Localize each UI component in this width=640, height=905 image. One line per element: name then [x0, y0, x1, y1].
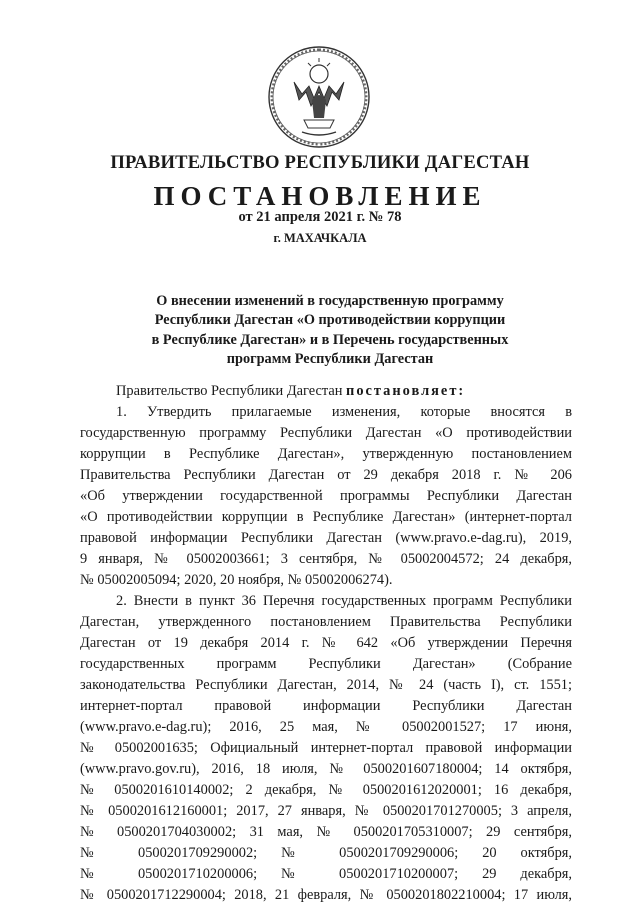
- body-line: законодательства Республики Дагестан, 2014, № 24 (часть I), ст. 1551;: [80, 677, 572, 693]
- body-line: государственных программ Республики Дагестан» (Собрание: [80, 656, 572, 672]
- title-line: программ Республики Дагестан: [226, 351, 434, 368]
- body-line: (www.pravo.e-dag.ru); 2016, 25 мая, № 05002001527; 17 июня,: [80, 719, 572, 735]
- body-line: Дагестан, утвержденного постановлением Правительства Республики: [80, 614, 572, 630]
- title-line: О внесении изменений в государственную программу: [156, 293, 504, 309]
- document-title: [100, 292, 560, 370]
- intro-keyword: постановляет:: [346, 383, 466, 399]
- document-date-number: от 21 апреля 2021 г. № 78: [238, 209, 402, 225]
- intro-text: Правительство Республики Дагестан: [116, 383, 347, 399]
- body-line: «О противодействии коррупции в Республике Дагестан» (интернет-портал: [80, 509, 572, 525]
- body-line: 1. Утвердить прилагаемые изменения, которые вносятся в: [116, 404, 572, 420]
- body-line: правовой информации Республики Дагестан (www.pravo.e-dag.ru), 2019,: [80, 530, 572, 546]
- body-line: № 0500201712290004; 2018, 21 февраля, № 0500201802210004; 17 июля,: [80, 887, 572, 903]
- body-line: № 0500201710200006; № 0500201710200007; 29 декабря,: [80, 866, 572, 882]
- body-line: коррупции в Республике Дагестан», утвержденную постановлением: [80, 446, 572, 462]
- body-line: 2. Внести в пункт 36 Перечня государственных программ Республики: [116, 593, 572, 609]
- body-line: Дагестан от 19 декабря 2014 г. № 642 «Об утверждении Перечня: [80, 635, 572, 651]
- body-line: № 0500201612160001; 2017, 27 января, № 0500201701270005; 3 апреля,: [80, 803, 572, 819]
- title-line: Республики Дагестан «О противодействии коррупции: [154, 312, 506, 329]
- body-line: «Об утверждении государственной программы Республики Дагестан: [80, 488, 572, 504]
- document-type-heading: ПОСТАНОВЛЕНИЕ: [153, 181, 487, 211]
- body-line: № 0500201610140002; 2 декабря, № 0500201612020001; 16 декабря,: [80, 782, 572, 798]
- coat-of-arms-emblem: [264, 42, 374, 152]
- government-heading: ПРАВИТЕЛЬСТВО РЕСПУБЛИКИ ДАГЕСТАН: [110, 152, 530, 173]
- body-line: государственную программу Республики Дагестан «О противодействии: [80, 425, 572, 441]
- body-line: № 0500201704030002; 31 мая, № 0500201705310007; 29 сентября,: [80, 824, 572, 840]
- body-line: № 0500201709290002; № 0500201709290006; 20 октября,: [80, 845, 572, 861]
- document-city: г. МАХАЧКАЛА: [273, 231, 367, 245]
- title-line: в Республике Дагестан» и в Перечень государственных: [151, 331, 509, 348]
- intro-line: [116, 383, 572, 400]
- body-line: интернет-портал правовой информации Республики Дагестан: [80, 698, 572, 714]
- body-line: (www.pravo.gov.ru), 2016, 18 июля, № 0500201607180004; 14 октября,: [80, 761, 572, 777]
- body-line: № 05002005094; 2020, 20 ноября, № 05002006274).: [80, 572, 393, 588]
- body-line: 9 января, № 05002003661; 3 сентября, № 05002004572; 24 декабря,: [80, 551, 572, 567]
- body-line: № 05002001635; Официальный интернет-портал правовой информации: [80, 740, 572, 756]
- body-line: Правительства Республики Дагестан от 29 декабря 2018 г. № 206: [80, 467, 572, 483]
